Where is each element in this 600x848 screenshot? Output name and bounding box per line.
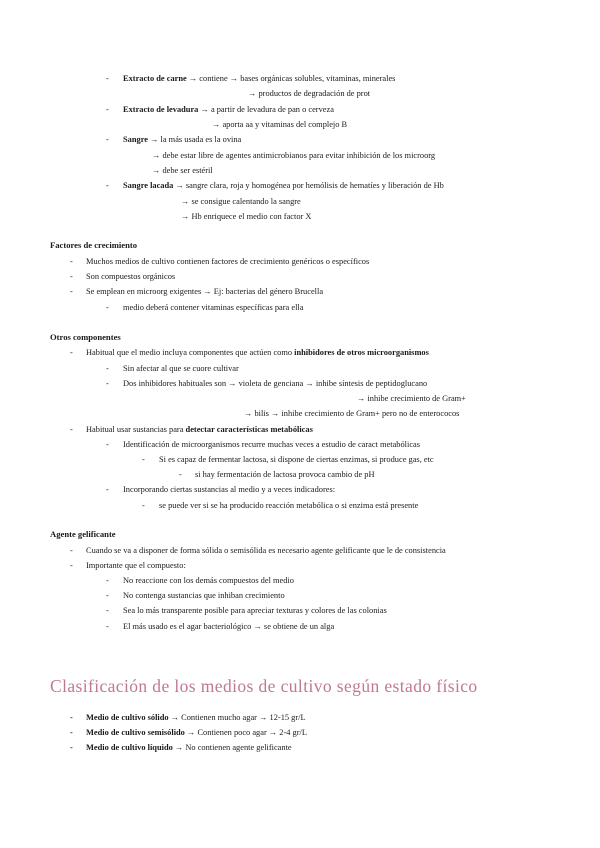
factores-item-2: Son compuestos orgánicos: [86, 272, 176, 281]
definition: → contiene → bases orgánicas solubles, vitaminas, minerales: [186, 74, 396, 83]
definition: → No contienen agente gelificante: [172, 743, 292, 752]
otros-sub-1: Sin afectar al que se cuore cultivar: [123, 364, 239, 373]
term: Medio de cultivo sólido: [86, 713, 169, 722]
sangre-lacada-cont-2: → Hb enriquece el medio con factor X: [181, 212, 312, 221]
section-heading-agente: Agente gelificante: [50, 529, 116, 539]
bullet-dash: -: [70, 425, 73, 434]
bullet-dash: -: [70, 561, 73, 570]
term: Extracto de carne: [123, 74, 187, 83]
bullet-dash: -: [106, 105, 109, 114]
section-heading-otros: Otros componentes: [50, 332, 121, 342]
emphasis: detectar características metabólicas: [185, 425, 313, 434]
otros-item-2: [86, 424, 313, 435]
otros-sub-4: Incorporando ciertas sustancias al medio y a veces indicadores:: [123, 485, 336, 494]
factores-item-1: Muchos medios de cultivo contienen factores de crecimiento genéricos o específicos: [86, 257, 370, 266]
otros-sub-4a: se puede ver si se ha producido reacción metabólica o si enzima está presente: [159, 501, 419, 510]
bullet-dash: -: [70, 728, 73, 737]
bullet-dash: -: [106, 74, 109, 83]
bullet-dash: -: [70, 272, 73, 281]
otros-sub-2-cont-1: → inhibe crecimiento de Gram+: [357, 394, 466, 403]
bullet-dash: -: [106, 606, 109, 615]
text: Habitual que el medio incluya componentes que actúen como: [86, 348, 295, 357]
bullet-dash: -: [70, 257, 73, 266]
bullet-dash: -: [106, 364, 109, 373]
definition: → la más usada es la ovina: [147, 135, 242, 144]
bullet-dash: -: [70, 287, 73, 296]
clasificacion-item-solido: [86, 712, 306, 723]
bullet-dash: -: [106, 135, 109, 144]
agente-sub-1: No reaccione con los demás compuestos del medio: [123, 576, 294, 585]
bullet-dash: -: [70, 546, 73, 555]
bullet-dash: -: [106, 485, 109, 494]
otros-sub-2-cont-2: → bilis → inhibe crecimiento de Gram+ pero no de enterococos: [244, 409, 460, 418]
emphasis: inhibidores de otros microorganismos: [294, 348, 429, 357]
extracto-levadura-line: [123, 104, 334, 115]
sangre-cont-1: → debe estar libre de agentes antimicrobianos para evitar inhibición de los microorg: [152, 151, 436, 160]
bullet-dash: -: [142, 501, 145, 510]
term: Extracto de levadura: [123, 105, 199, 114]
definition: → a partir de levadura de pan o cerveza: [198, 105, 334, 114]
definition: → Contienen mucho agar → 12-15 gr/L: [168, 713, 306, 722]
term: Sangre: [123, 135, 148, 144]
definition: → sangre clara, roja y homogénea por hemólisis de hematíes y liberación de Hb: [173, 181, 444, 190]
sangre-cont-2: → debe ser estéril: [152, 166, 213, 175]
otros-sub-2: Dos inhibidores habituales son → violeta de genciana → inhibe síntesis de peptidoglucano: [123, 379, 428, 388]
bullet-dash: -: [106, 379, 109, 388]
bullet-dash: -: [106, 591, 109, 600]
otros-sub-3b: si hay fermentación de lactosa provoca cambio de pH: [195, 470, 375, 479]
sangre-lacada-line: [123, 180, 444, 191]
term: Medio de cultivo líquido: [86, 743, 173, 752]
extracto-levadura-cont: → aporta aa y vitaminas del complejo B: [212, 120, 348, 129]
bullet-dash: -: [70, 348, 73, 357]
factores-sub-1: medio deberá contener vitaminas específicas para ella: [123, 303, 304, 312]
bullet-dash: -: [70, 713, 73, 722]
term: Medio de cultivo semisólido: [86, 728, 185, 737]
agente-item-2: Importante que el compuesto:: [86, 561, 186, 570]
section-title-clasificacion: Clasificación de los medios de cultivo según estado físico: [50, 676, 478, 696]
bullet-dash: -: [70, 743, 73, 752]
term: Sangre lacada: [123, 181, 174, 190]
bullet-dash: -: [106, 181, 109, 190]
factores-item-3: Se emplean en microorg exigentes → Ej: bacterias del género Brucella: [86, 287, 324, 296]
bullet-dash: -: [106, 303, 109, 312]
otros-item-1: [86, 347, 429, 358]
section-heading-factores: Factores de crecimiento: [50, 240, 138, 250]
text: Habitual usar sustancias para: [86, 425, 186, 434]
bullet-dash: -: [106, 622, 109, 631]
clasificacion-item-semisolido: [86, 727, 307, 738]
bullet-dash: -: [179, 470, 182, 479]
bullet-dash: -: [142, 455, 145, 464]
otros-sub-3a: Si es capaz de fermentar lactosa, si dispone de ciertas enzimas, si produce gas, etc: [159, 455, 434, 464]
agente-sub-4: El más usado es el agar bacteriológico → se obtiene de un alga: [123, 622, 335, 631]
otros-sub-3: Identificación de microorganismos recurre muchas veces a estudio de caract metabólicas: [123, 440, 421, 449]
agente-item-1: Cuando se va a disponer de forma sólida o semisólida es necesario agente gelificante que le de consistencia: [86, 546, 446, 555]
sangre-lacada-cont-1: → se consigue calentando la sangre: [181, 197, 301, 206]
agente-sub-3: Sea lo más transparente posible para apreciar texturas y colores de las colonias: [123, 606, 387, 615]
bullet-dash: -: [106, 576, 109, 585]
definition: → Contienen poco agar → 2-4 gr/L: [184, 728, 307, 737]
agente-sub-2: No contenga sustancias que inhiban crecimiento: [123, 591, 285, 600]
sangre-line: [123, 134, 241, 145]
clasificacion-item-liquido: [86, 742, 292, 753]
extracto-carne-line: [123, 73, 395, 84]
extracto-carne-cont: → productos de degradación de prot: [248, 89, 371, 98]
bullet-dash: -: [106, 440, 109, 449]
